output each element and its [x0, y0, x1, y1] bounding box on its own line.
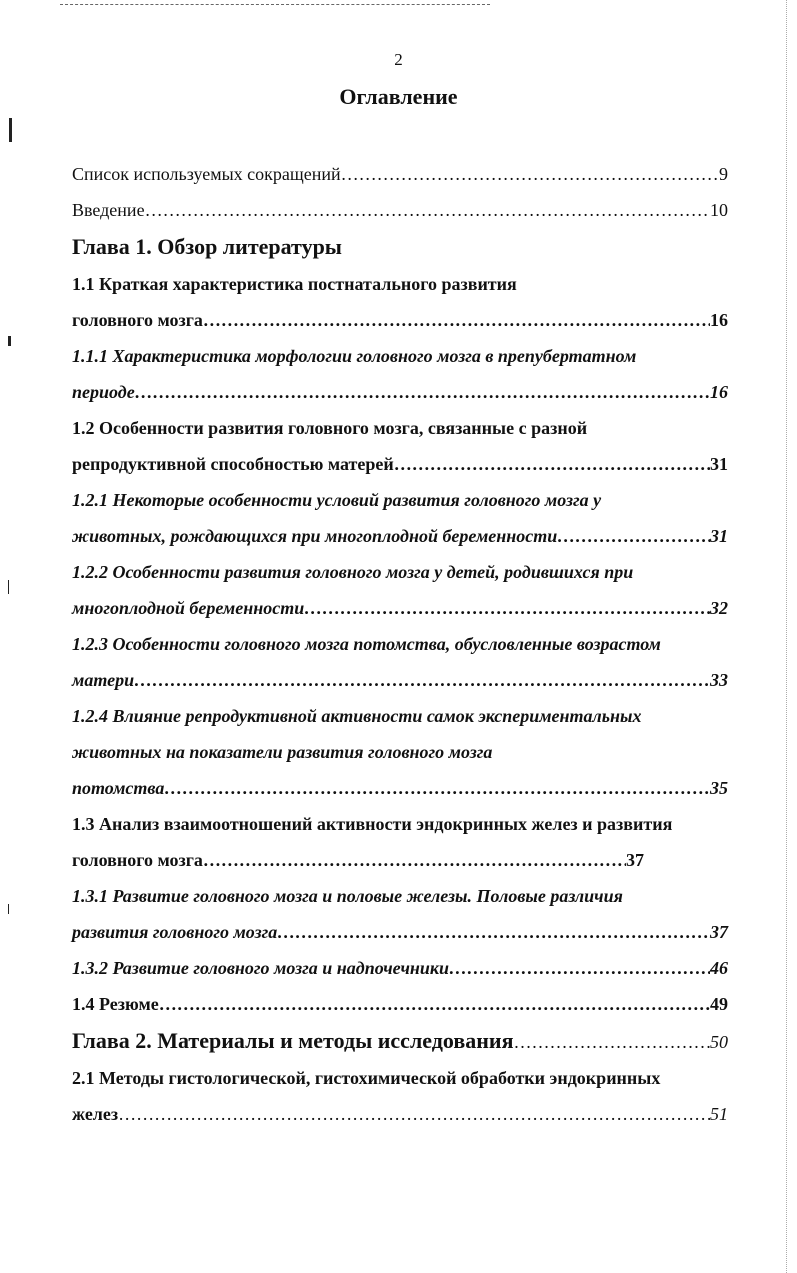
toc-entry-1-3-1[interactable]	[72, 878, 728, 914]
dot-leader	[203, 302, 710, 338]
dot-leader	[304, 590, 710, 626]
toc-entry-1-2-4[interactable]	[72, 698, 728, 734]
scan-edge-right	[786, 0, 787, 1273]
toc-entry-1-2-2[interactable]	[72, 554, 728, 590]
toc-entry-text: 1.4 Резюме	[72, 994, 159, 1014]
toc-entry-text: 1.3 Анализ взаимоотношений активности эндокринных желез и развития	[72, 814, 673, 834]
toc-entry-text: Глава 2. Материалы и методы исследования	[72, 1028, 514, 1053]
toc-page-number: 37	[626, 850, 644, 870]
dot-leader	[203, 842, 626, 878]
dot-leader	[164, 770, 710, 806]
toc-entry-abbreviations[interactable]	[72, 156, 728, 192]
toc-entry-text: многоплодной беременности	[72, 598, 305, 618]
scan-mark	[9, 118, 12, 142]
toc-page-number: 32	[710, 598, 728, 618]
dot-leader	[118, 1096, 710, 1132]
toc-entry-text: 1.3.1 Развитие головного мозга и половые железы. Половые различия	[72, 886, 623, 906]
page-number: 2	[394, 50, 403, 69]
toc-entry-text: периоде	[72, 382, 135, 402]
dot-leader	[135, 374, 710, 410]
toc-page-number: 46	[710, 958, 728, 978]
toc-page-number: 37	[710, 922, 728, 942]
toc-entry-1-2-2-cont[interactable]	[72, 590, 728, 626]
toc-entry-text: желез	[72, 1104, 119, 1124]
toc-entry-text: животных на показатели развития головного мозга	[72, 742, 493, 762]
scan-mark	[8, 336, 11, 346]
toc-entry-1-1-1-cont[interactable]	[72, 374, 728, 410]
dot-leader	[277, 914, 710, 950]
toc-entry-text: 1.2.2 Особенности развития головного мозга у детей, родившихся при	[72, 562, 634, 582]
toc-entry-introduction[interactable]	[72, 192, 728, 228]
toc-page-number: 10	[710, 200, 728, 220]
dot-leader	[394, 446, 710, 482]
toc-chapter-1[interactable]	[72, 228, 728, 266]
toc-entry-text: головного мозга	[72, 310, 203, 330]
toc-entry-text: Глава 1. Обзор литературы	[72, 234, 342, 259]
toc-entry-1-3[interactable]	[72, 806, 728, 842]
toc-entry-1-3-2[interactable]	[72, 950, 728, 986]
toc-page-number: 49	[710, 994, 728, 1014]
toc-entry-text: 1.2.4 Влияние репродуктивной активности самок экспериментальных	[72, 706, 642, 726]
dot-leader	[513, 1023, 710, 1061]
toc-page-number: 31	[710, 454, 728, 474]
toc-entry-text: головного мозга	[72, 850, 203, 870]
toc-entry-1-2-4-cont[interactable]	[72, 734, 728, 770]
toc-entry-text: Список используемых сокращений	[72, 164, 341, 184]
dot-leader	[449, 950, 710, 986]
toc-entry-text: 1.2.3 Особенности головного мозга потомства, обусловленные возрастом	[72, 634, 661, 654]
toc-chapter-2[interactable]	[72, 1022, 728, 1060]
toc-page-number: 35	[710, 778, 728, 798]
scan-edge-top	[60, 4, 490, 5]
toc-entry-1-1[interactable]	[72, 266, 728, 302]
table-of-contents	[72, 156, 728, 1132]
toc-entry-1-4[interactable]	[72, 986, 728, 1022]
scan-mark	[8, 580, 9, 594]
dot-leader	[145, 192, 710, 228]
toc-page-number: 9	[719, 164, 728, 184]
toc-entry-text: 1.3.2 Развитие головного мозга и надпочечники	[72, 958, 450, 978]
toc-entry-text: 2.1 Методы гистологической, гистохимической обработки эндокринных	[72, 1068, 661, 1088]
toc-entry-text: матери	[72, 670, 135, 690]
toc-page-number: 51	[710, 1104, 728, 1124]
toc-page-number: 16	[710, 382, 728, 402]
dot-leader	[134, 662, 710, 698]
toc-entry-1-2-1[interactable]	[72, 482, 728, 518]
toc-page-number: 50	[710, 1032, 728, 1052]
toc-entry-text: 1.2 Особенности развития головного мозга, связанные с разной	[72, 418, 588, 438]
toc-entry-text: 1.1.1 Характеристика морфологии головного мозга в препубертатном	[72, 346, 637, 366]
toc-page-number: 16	[710, 310, 728, 330]
toc-entry-1-2[interactable]	[72, 410, 728, 446]
toc-entry-text: животных, рождающихся при многоплодной беременности	[72, 526, 558, 546]
toc-entry-1-2-4-cont[interactable]	[72, 770, 728, 806]
page-title: Оглавление	[339, 84, 458, 109]
toc-entry-1-1-cont[interactable]	[72, 302, 728, 338]
toc-entry-1-3-1-cont[interactable]	[72, 914, 728, 950]
toc-entry-text: Введение	[72, 200, 145, 220]
toc-page-number: 31	[710, 526, 728, 546]
toc-entry-2-1[interactable]	[72, 1060, 728, 1096]
scan-mark	[8, 904, 9, 914]
dot-leader	[159, 986, 710, 1022]
toc-entry-text: 1.1 Краткая характеристика постнатального развития	[72, 274, 517, 294]
toc-entry-text: развития головного мозга	[72, 922, 278, 942]
dot-leader	[557, 518, 710, 554]
toc-entry-1-1-1[interactable]	[72, 338, 728, 374]
toc-entry-1-2-3-cont[interactable]	[72, 662, 728, 698]
toc-page-number: 33	[710, 670, 728, 690]
toc-entry-1-2-1-cont[interactable]	[72, 518, 728, 554]
toc-entry-text: 1.2.1 Некоторые особенности условий развития головного мозга у	[72, 490, 602, 510]
toc-entry-1-2-cont[interactable]	[72, 446, 728, 482]
toc-entry-text: потомства	[72, 778, 165, 798]
dot-leader	[341, 156, 719, 192]
toc-entry-1-3-cont[interactable]	[72, 842, 644, 878]
toc-entry-2-1-cont[interactable]	[72, 1096, 728, 1132]
toc-entry-text: репродуктивной способностью матерей	[72, 454, 394, 474]
toc-entry-1-2-3[interactable]	[72, 626, 728, 662]
